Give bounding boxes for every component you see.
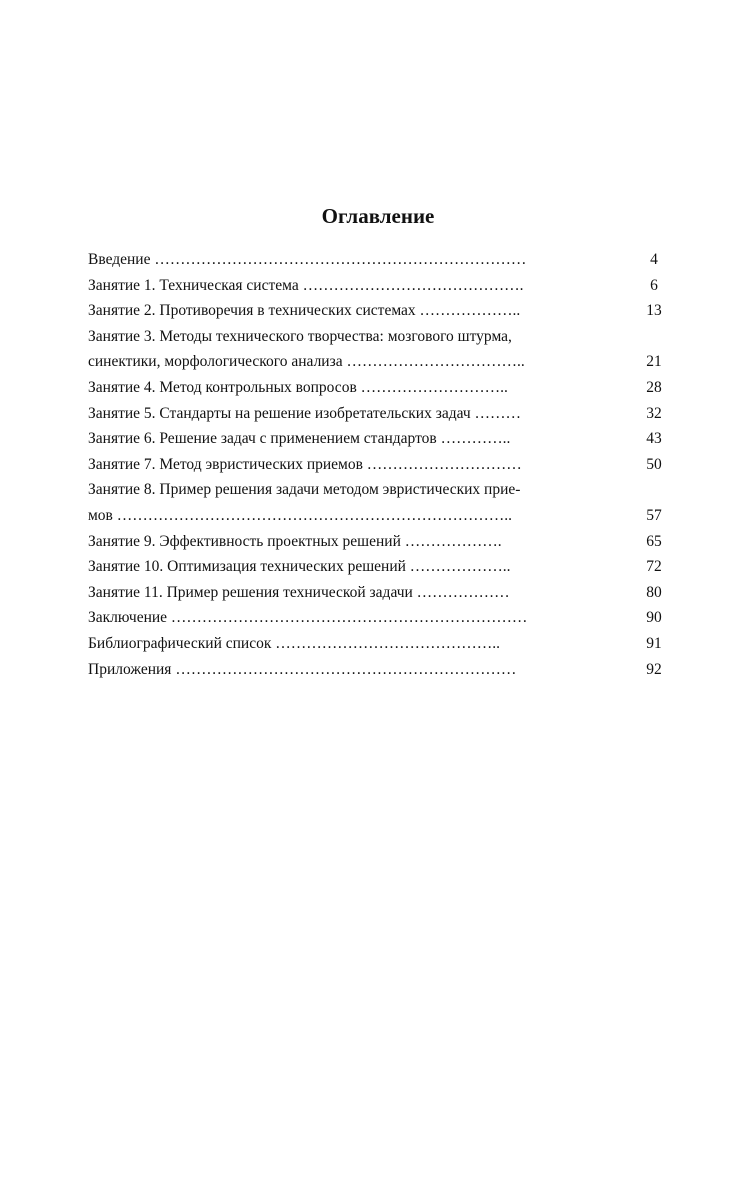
toc-entry-page: 21 xyxy=(646,353,662,371)
toc-entry-text: мов ………………………………………………………………….. xyxy=(88,506,513,524)
toc-entry-text: Приложения ………………………………………………………… xyxy=(88,660,517,678)
toc-entry xyxy=(88,324,678,350)
toc-entry xyxy=(88,401,678,427)
toc-entry-page: 13 xyxy=(646,302,662,320)
toc-entry xyxy=(88,477,678,503)
toc-entry xyxy=(88,605,678,631)
toc-entry-text: Занятие 10. Оптимизация технических решений ……………….. xyxy=(88,558,511,576)
toc-entry-page: 92 xyxy=(646,660,662,678)
toc-entry xyxy=(88,580,678,606)
toc-entry-page: 57 xyxy=(646,506,662,524)
toc-entry-page: 32 xyxy=(646,404,662,422)
toc-entry-text: Занятие 5. Стандарты на решение изобретательских задач ……… xyxy=(88,404,522,422)
toc-entry-text: Занятие 11. Пример решения технической задачи ……………… xyxy=(88,583,510,601)
toc-entry-page: 90 xyxy=(646,609,662,627)
toc-entry xyxy=(88,452,678,478)
toc-entry-page: 28 xyxy=(646,378,662,396)
toc-entry-page: 80 xyxy=(646,583,662,601)
toc-entry-page: 72 xyxy=(646,558,662,576)
toc-entry-page: 43 xyxy=(646,430,662,448)
table-of-contents xyxy=(88,247,678,682)
toc-entry-text: Занятие 7. Метод эвристических приемов ………………………… xyxy=(88,455,522,473)
toc-entry-text: Библиографический список …………………………………….. xyxy=(88,634,500,652)
toc-entry-text: Занятие 8. Пример решения задачи методом эвристических прие- xyxy=(88,481,521,499)
toc-entry-page: 50 xyxy=(646,455,662,473)
toc-entry-text: Занятие 3. Методы технического творчества: мозгового штурма, xyxy=(88,327,512,345)
toc-entry-text: Занятие 2. Противоречия в технических системах ……………….. xyxy=(88,302,521,320)
toc-entry-text: Занятие 4. Метод контрольных вопросов ……………………….. xyxy=(88,378,508,396)
toc-entry-page: 65 xyxy=(646,532,662,550)
toc-entry xyxy=(88,631,678,657)
toc-entry-text: Занятие 1. Техническая система ……………………………………. xyxy=(88,276,524,294)
page-title: Оглавление xyxy=(321,204,435,228)
toc-entry xyxy=(88,554,678,580)
toc-entry-text: синектики, морфологического анализа …………………………….. xyxy=(88,353,525,371)
toc-entry xyxy=(88,503,678,529)
toc-entry xyxy=(88,375,678,401)
toc-entry xyxy=(88,529,678,555)
toc-entry-text: Занятие 9. Эффективность проектных решений ………………. xyxy=(88,532,502,550)
toc-entry xyxy=(88,273,678,299)
toc-entry-text: Занятие 6. Решение задач с применением стандартов ………….. xyxy=(88,430,511,448)
toc-entry xyxy=(88,298,678,324)
toc-entry xyxy=(88,349,678,375)
toc-entry-text: Введение ……………………………………………………………… xyxy=(88,251,527,268)
toc-entry xyxy=(88,247,678,273)
toc-entry-page: 6 xyxy=(650,276,658,294)
toc-entry xyxy=(88,657,678,683)
toc-entry-page: 91 xyxy=(646,634,662,652)
toc-entry-page: 4 xyxy=(650,251,658,268)
toc-entry-text: Заключение …………………………………………………………… xyxy=(88,609,528,627)
toc-entry xyxy=(88,426,678,452)
